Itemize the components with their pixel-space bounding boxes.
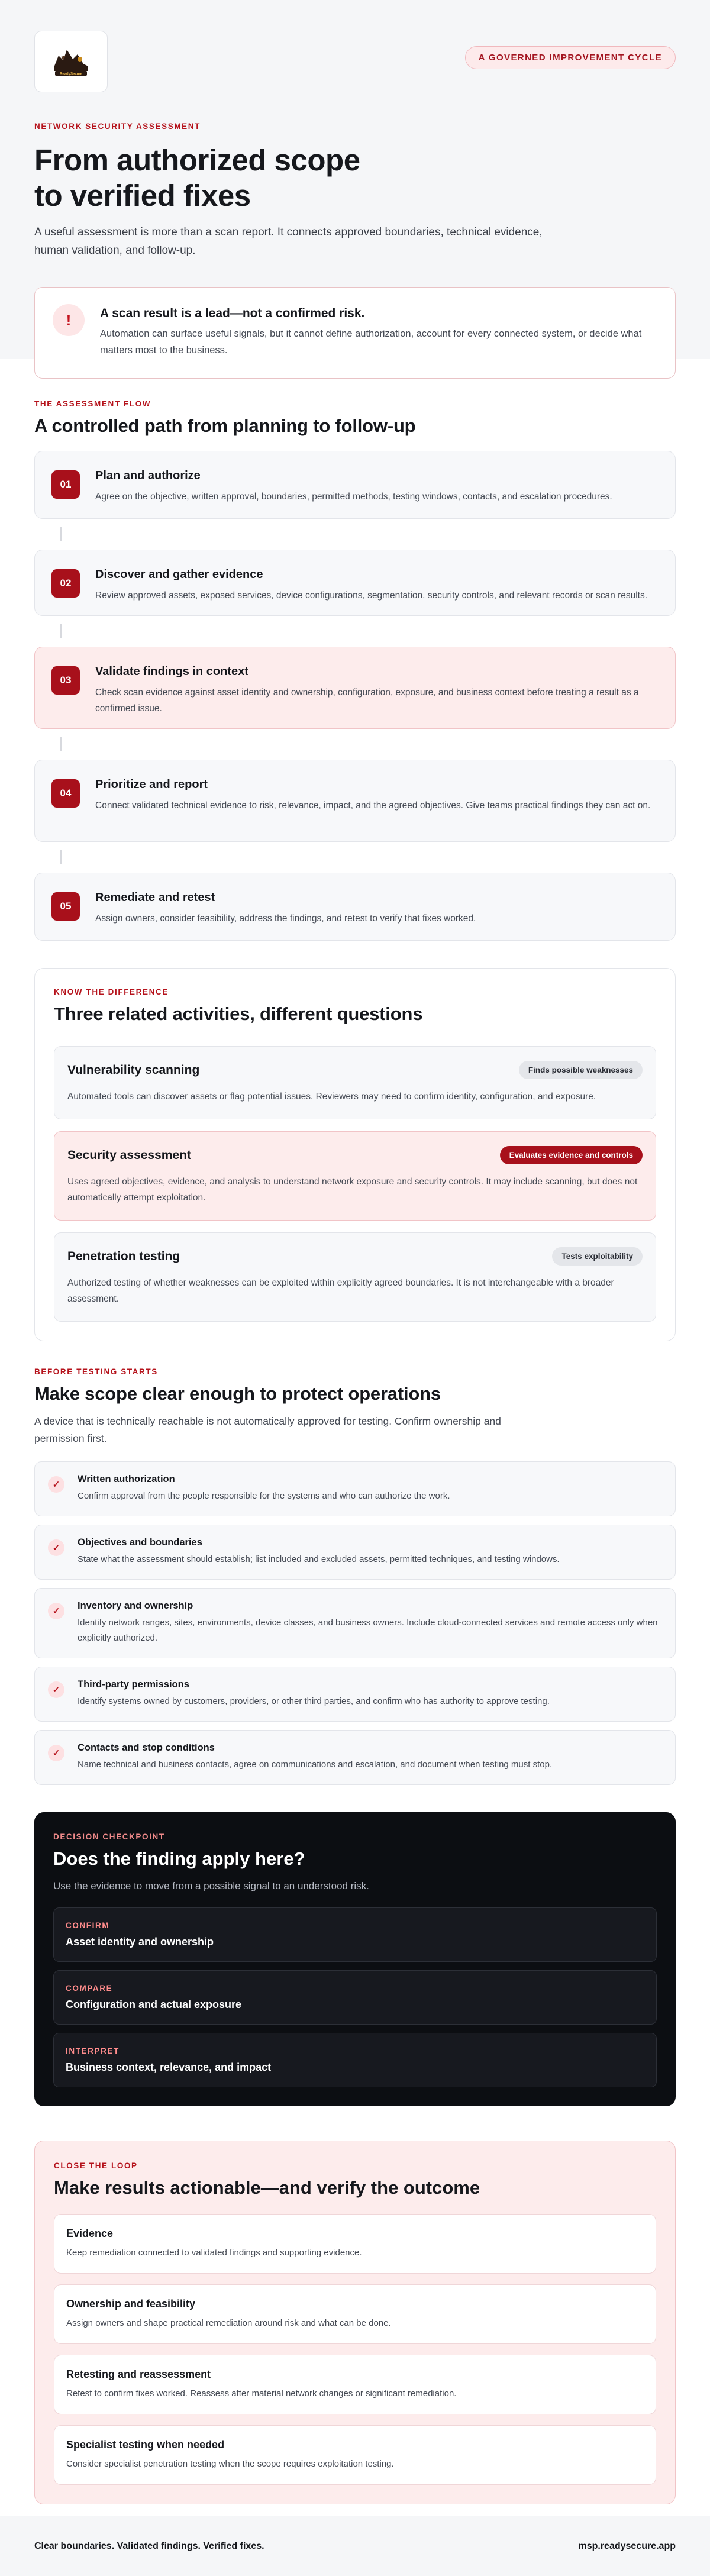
step-connector <box>34 616 676 647</box>
difference-eyebrow: KNOW THE DIFFERENCE <box>54 987 169 996</box>
close-loop-section <box>34 2141 676 2504</box>
loop-card-text: Assign owners and shape practical remediation around risk and what can be done. <box>66 2318 391 2328</box>
step-card <box>34 760 676 842</box>
scope-title: Make scope clear enough to protect operations <box>34 1383 441 1404</box>
checklist-item <box>34 1730 676 1785</box>
scope-lead: A device that is technically reachable is not automatically approved for testing. Confirm ownership and permission first. <box>34 1415 501 1444</box>
hero-lead: A useful assessment is more than a scan report. It connects approved boundaries, technical evidence, human validation, and follow-up. <box>34 226 543 257</box>
activity-text: Automated tools can discover assets or flag potential issues. Reviewers may need to confirm identity, configuration, and exposure. <box>67 1092 596 1102</box>
difference-section <box>34 968 676 1341</box>
page-title <box>34 143 413 214</box>
difference-title: Three related activities, different questions <box>54 1003 423 1024</box>
activity-card-highlighted <box>54 1131 656 1221</box>
step-number: 02 <box>51 569 80 598</box>
exclamation-icon: ! <box>53 304 85 336</box>
checklist-item <box>34 1588 676 1658</box>
check-icon: ✓ <box>48 1745 64 1761</box>
decision-title: Does the finding apply here? <box>53 1848 305 1869</box>
checklist-title: Written authorization <box>78 1474 175 1484</box>
decision-checkpoint <box>34 1812 676 2106</box>
scope-eyebrow: BEFORE TESTING STARTS <box>34 1367 158 1376</box>
activity-text: Uses agreed objectives, evidence, and analysis to understand network exposure and security controls. It may include scanning, but does not automatically attempt exploitation. <box>67 1177 638 1203</box>
step-card-highlighted <box>34 647 676 729</box>
step-title: Prioritize and report <box>95 778 208 791</box>
step-text: Assign owners, consider feasibility, address the findings, and retest to verify that fixes worked. <box>95 913 476 924</box>
step-card <box>34 451 676 519</box>
checklist-text: Name technical and business contacts, agree on communications and escalation, and document when testing must stop. <box>78 1760 553 1770</box>
step-card <box>34 550 676 616</box>
decision-key: COMPARE <box>66 1984 113 1993</box>
cycle-badge: A GOVERNED IMPROVEMENT CYCLE <box>465 46 676 69</box>
loop-card-text: Retest to confirm fixes worked. Reassess after material network changes or significant remediation. <box>66 2388 457 2399</box>
decision-key: CONFIRM <box>66 1921 110 1930</box>
loop-card <box>54 2355 656 2414</box>
activity-title: Security assessment <box>67 1148 191 1162</box>
assessment-flow-section <box>0 359 710 941</box>
flow-title: A controlled path from planning to follow-up <box>34 415 416 436</box>
checklist-text: State what the assessment should establish; list included and excluded assets, permitted techniques, and testing windows. <box>78 1554 560 1564</box>
check-icon: ✓ <box>48 1539 64 1556</box>
loop-card-text: Keep remediation connected to validated findings and supporting evidence. <box>66 2248 362 2258</box>
footer-tagline: Clear boundaries. Validated findings. Verified fixes. <box>34 2541 264 2551</box>
check-icon: ✓ <box>48 1476 64 1493</box>
step-text: Review approved assets, exposed services, device configurations, segmentation, security controls, and relevant records or scan results. <box>95 590 648 601</box>
loop-card <box>54 2425 656 2485</box>
flow-eyebrow: THE ASSESSMENT FLOW <box>34 399 151 408</box>
step-card <box>34 873 676 941</box>
checklist-text: Identify systems owned by customers, providers, or other third parties, and confirm who has authority to approve testing. <box>78 1696 550 1706</box>
loop-card-title: Ownership and feasibility <box>66 2298 196 2310</box>
scope-section <box>0 1341 710 1785</box>
checklist-item <box>34 1525 676 1580</box>
steps-list <box>34 451 676 941</box>
decision-value: Asset identity and ownership <box>66 1936 214 1948</box>
loop-card-title: Evidence <box>66 2228 114 2239</box>
logo-wordmark: ReadySecure <box>59 72 83 76</box>
step-number: 04 <box>51 779 80 808</box>
activity-badge: Tests exploitability <box>552 1247 643 1266</box>
step-connector <box>34 842 676 873</box>
step-title: Remediate and retest <box>95 891 215 904</box>
loop-list <box>54 2214 656 2485</box>
checklist-text: Confirm approval from the people responsible for the systems and who can authorize the work. <box>78 1491 450 1501</box>
activity-text: Authorized testing of whether weaknesses can be exploited within explicitly agreed boundaries. It is not interchangeable with a broader assessment. <box>67 1278 614 1304</box>
activity-title: Penetration testing <box>67 1249 180 1263</box>
decision-eyebrow: DECISION CHECKPOINT <box>53 1832 165 1841</box>
decision-value: Configuration and actual exposure <box>66 1999 242 2010</box>
checklist-item <box>34 1667 676 1722</box>
check-icon: ✓ <box>48 1603 64 1619</box>
checklist-title: Contacts and stop conditions <box>78 1742 215 1753</box>
step-connector <box>34 729 676 760</box>
hero-eyebrow: NETWORK SECURITY ASSESSMENT <box>34 122 201 131</box>
step-title: Validate findings in context <box>95 665 248 678</box>
checklist-title: Objectives and boundaries <box>78 1537 202 1548</box>
decision-card <box>53 1907 657 1962</box>
step-title: Plan and authorize <box>95 469 201 482</box>
footer <box>0 2516 710 2576</box>
checklist-item <box>34 1461 676 1516</box>
loop-card <box>54 2214 656 2274</box>
step-number: 05 <box>51 892 80 921</box>
step-number: 01 <box>51 470 80 499</box>
readysecure-logo-icon <box>49 44 93 79</box>
alert-text: Automation can surface useful signals, but it cannot define authorization, account for every connected system, or decide what matters most to the business. <box>100 328 642 356</box>
step-title: Discover and gather evidence <box>95 568 263 581</box>
page-title-line-1: From authorized scope <box>34 143 360 177</box>
activity-badge: Evaluates evidence and controls <box>500 1146 643 1164</box>
step-text: Check scan evidence against asset identity and ownership, configuration, exposure, and business context before treating a result as a confirmed issue. <box>95 687 639 714</box>
activity-card <box>54 1232 656 1322</box>
loop-card <box>54 2284 656 2344</box>
decision-list <box>53 1907 657 2087</box>
step-number: 03 <box>51 666 80 695</box>
alert-title: A scan result is a lead—not a confirmed risk. <box>100 306 365 320</box>
hero-section <box>0 0 710 359</box>
activity-badge: Finds possible weaknesses <box>519 1061 643 1079</box>
decision-card <box>53 2033 657 2087</box>
loop-card-title: Retesting and reassessment <box>66 2368 211 2380</box>
logo[interactable] <box>34 31 108 92</box>
loop-title: Make results actionable—and verify the outcome <box>54 2177 480 2198</box>
step-text: Agree on the objective, written approval, boundaries, permitted methods, testing windows, contacts, and escalation procedures. <box>95 492 612 502</box>
checklist-title: Inventory and ownership <box>78 1600 193 1611</box>
loop-eyebrow: CLOSE THE LOOP <box>54 2161 138 2170</box>
activity-title: Vulnerability scanning <box>67 1063 200 1077</box>
check-icon: ✓ <box>48 1681 64 1698</box>
decision-key: INTERPRET <box>66 2046 120 2055</box>
scope-checklist <box>34 1461 676 1785</box>
decision-lead: Use the evidence to move from a possible signal to an understood risk. <box>53 1880 369 1891</box>
checklist-text: Identify network ranges, sites, environments, device classes, and business owners. Include cloud-connected services and remote access only when explicitly authorized. <box>78 1618 658 1643</box>
page-title-line-2: to verified fixes <box>34 179 251 212</box>
loop-card-text: Consider specialist penetration testing when the scope requires exploitation testing. <box>66 2459 394 2469</box>
step-text: Connect validated technical evidence to risk, relevance, impact, and the agreed objectives. Give teams practical findings they can act on. <box>95 800 651 811</box>
step-connector <box>34 519 676 550</box>
checklist-title: Third-party permissions <box>78 1679 189 1690</box>
decision-card <box>53 1970 657 2025</box>
decision-value: Business context, relevance, and impact <box>66 2061 272 2073</box>
footer-site-link[interactable]: msp.readysecure.app <box>578 2541 676 2551</box>
loop-card-title: Specialist testing when needed <box>66 2439 225 2451</box>
activity-card <box>54 1046 656 1119</box>
